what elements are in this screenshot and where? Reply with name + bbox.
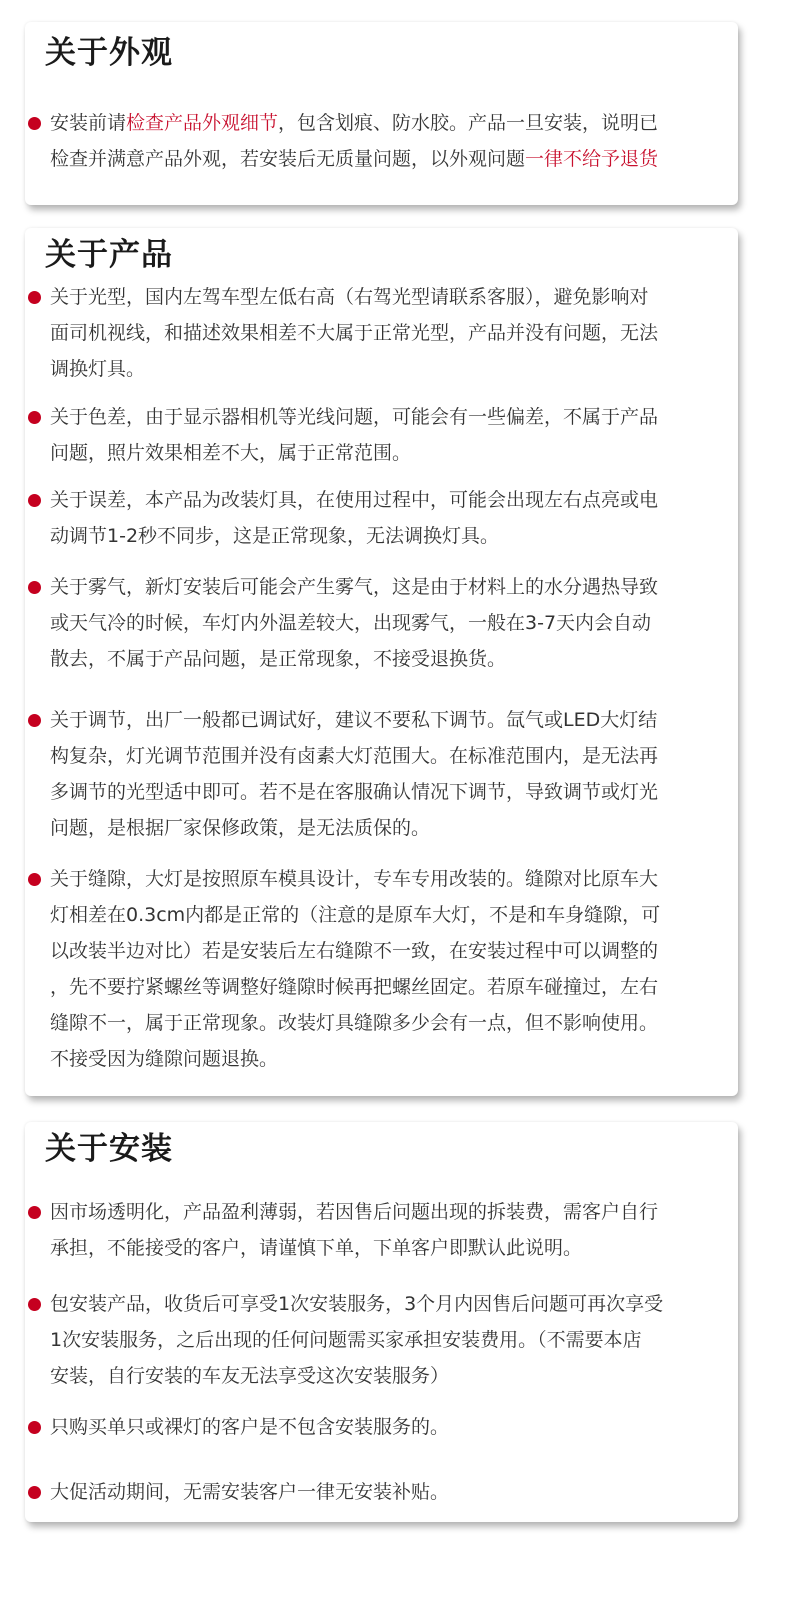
text-line: [50, 435, 733, 471]
bullet-dot-icon: [28, 1486, 41, 1499]
text-segment: 只购买单只或裸灯的客户是不包含安装服务的。: [50, 1416, 450, 1438]
list-item-text: [50, 1286, 733, 1394]
text-segment: 1次安装服务，之后出现的任何问题需买家承担安装费用。（不需要本店: [50, 1329, 642, 1351]
text-segment: ，先不要拧紧螺丝等调整好缝隙时候再把螺丝固定。若原车碰撞过，左右: [50, 976, 659, 998]
text-line: [50, 1041, 733, 1077]
text-line: [50, 641, 733, 677]
text-segment: 检查并满意产品外观，若安装后无质量问题，以外观问题: [50, 148, 526, 170]
text-line: [50, 810, 733, 846]
bullet-dot-icon: [28, 1206, 41, 1219]
text-line: [50, 351, 733, 387]
text-segment: 承担，不能接受的客户，请谨慎下单，下单客户即默认此说明。: [50, 1237, 583, 1259]
section-title: 关于安装: [45, 1131, 173, 1167]
highlight-text: 检查产品外观细节: [126, 112, 279, 134]
list-item-text: [50, 569, 733, 677]
bullet-dot-icon: [28, 117, 41, 130]
bullet-dot-icon: [28, 494, 41, 507]
list-item-text: [50, 105, 733, 177]
list-item-text: [50, 399, 733, 471]
section-installation: [25, 1122, 738, 1522]
bullet-dot-icon: [28, 714, 41, 727]
list-item-text: [50, 482, 733, 554]
text-segment: 关于缝隙，大灯是按照原车模具设计，专车专用改装的。缝隙对比原车大: [50, 868, 659, 890]
text-line: [50, 141, 733, 177]
text-line: [50, 482, 733, 518]
text-line: [50, 1194, 733, 1230]
text-line: [50, 279, 733, 315]
text-line: [50, 399, 733, 435]
text-line: [50, 105, 733, 141]
text-segment: 问题，是根据厂家保修政策，是无法质保的。: [50, 817, 431, 839]
section-title: 关于产品: [45, 237, 173, 273]
bullet-dot-icon: [28, 1298, 41, 1311]
text-line: [50, 897, 733, 933]
text-segment: 问题，照片效果相差不大，属于正常范围。: [50, 442, 412, 464]
text-segment: 关于光型，国内左驾车型左低右高（右驾光型请联系客服），避免影响对: [50, 286, 649, 308]
text-segment: 以改装半边对比）若是安装后左右缝隙不一致，在安装过程中可以调整的: [50, 940, 659, 962]
text-segment: 包安装产品，收货后可享受1次安装服务，3个月内因售后问题可再次享受: [50, 1293, 664, 1315]
text-line: [50, 569, 733, 605]
list-item-text: [50, 1474, 733, 1510]
text-segment: 散去，不属于产品问题，是正常现象，不接受退换货。: [50, 648, 507, 670]
text-segment: 大促活动期间，无需安装客户一律无安装补贴。: [50, 1481, 450, 1503]
text-segment: 调换灯具。: [50, 358, 146, 380]
text-segment: ，包含划痕、防水胶。产品一旦安装，说明已: [278, 112, 659, 134]
text-segment: 多调节的光型适中即可。若不是在客服确认情况下调节，导致调节或灯光: [50, 781, 659, 803]
text-line: [50, 315, 733, 351]
text-segment: 面司机视线，和描述效果相差不大属于正常光型，产品并没有问题，无法: [50, 322, 659, 344]
highlight-text: 一律不给予退货: [525, 148, 659, 170]
text-line: [50, 738, 733, 774]
text-line: [50, 1358, 733, 1394]
list-item-text: [50, 1409, 733, 1445]
text-line: [50, 933, 733, 969]
text-line: [50, 702, 733, 738]
text-segment: 安装前请: [50, 112, 127, 134]
text-segment: 不接受因为缝隙问题退换。: [50, 1048, 279, 1070]
text-line: [50, 861, 733, 897]
list-item-text: [50, 861, 733, 1077]
text-segment: 缝隙不一，属于正常现象。改装灯具缝隙多少会有一点，但不影响使用。: [50, 1012, 659, 1034]
text-line: [50, 518, 733, 554]
text-line: [50, 1286, 733, 1322]
list-item-text: [50, 702, 733, 846]
text-segment: 关于色差，由于显示器相机等光线问题，可能会有一些偏差，不属于产品: [50, 406, 659, 428]
list-item-text: [50, 1194, 733, 1266]
section-title: 关于外观: [45, 35, 173, 71]
text-line: [50, 605, 733, 641]
text-line: [50, 774, 733, 810]
text-line: [50, 1409, 733, 1445]
text-segment: 动调节1-2秒不同步，这是正常现象，无法调换灯具。: [50, 525, 500, 547]
text-segment: 关于调节，出厂一般都已调试好，建议不要私下调节。氙气或LED大灯结: [50, 709, 658, 731]
text-line: [50, 969, 733, 1005]
text-segment: 或天气冷的时候，车灯内外温差较大，出现雾气，一般在3-7天内会自动: [50, 612, 652, 634]
bullet-dot-icon: [28, 291, 41, 304]
text-line: [50, 1322, 733, 1358]
list-item-text: [50, 279, 733, 387]
text-segment: 关于误差，本产品为改装灯具，在使用过程中，可能会出现左右点亮或电: [50, 489, 659, 511]
text-segment: 因市场透明化，产品盈利薄弱，若因售后问题出现的拆装费，需客户自行: [50, 1201, 659, 1223]
bullet-dot-icon: [28, 411, 41, 424]
text-segment: 安装，自行安装的车友无法享受这次安装服务）: [50, 1365, 450, 1387]
text-segment: 构复杂，灯光调节范围并没有卤素大灯范围大。在标准范围内，是无法再: [50, 745, 659, 767]
bullet-dot-icon: [28, 1421, 41, 1434]
section-product: [25, 228, 738, 1096]
text-segment: 灯相差在0.3cm内都是正常的（注意的是原车大灯，不是和车身缝隙，可: [50, 904, 661, 926]
text-segment: 关于雾气，新灯安装后可能会产生雾气，这是由于材料上的水分遇热导致: [50, 576, 659, 598]
bullet-dot-icon: [28, 873, 41, 886]
text-line: [50, 1474, 733, 1510]
text-line: [50, 1230, 733, 1266]
text-line: [50, 1005, 733, 1041]
section-appearance: [25, 22, 738, 205]
bullet-dot-icon: [28, 581, 41, 594]
